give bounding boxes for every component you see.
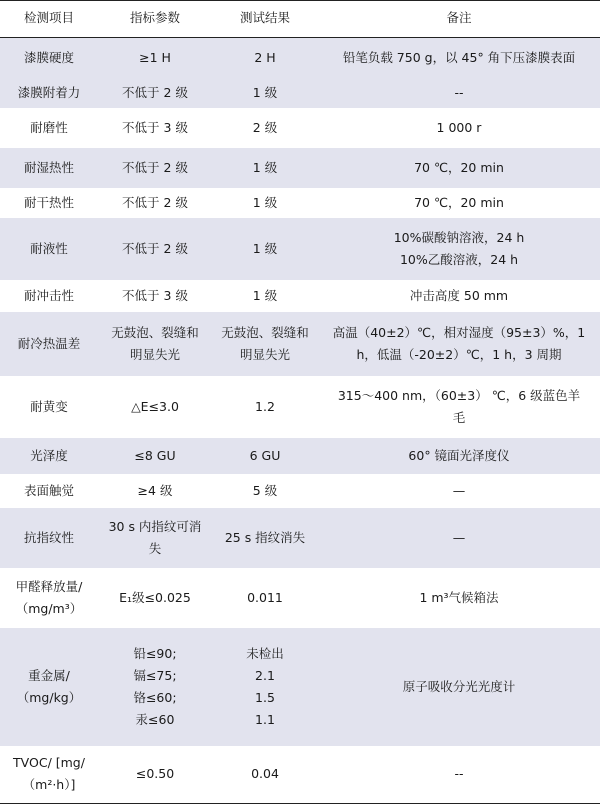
cell-note-line: — — [452, 482, 466, 498]
cell-param — [98, 746, 212, 804]
cell-result — [212, 148, 318, 188]
cell-param-line: 无鼓泡、裂缝和 — [111, 324, 199, 340]
table-row — [0, 218, 600, 280]
cell-note-line: 70 ℃，20 min — [414, 159, 504, 175]
cell-note-line: -- — [454, 766, 464, 782]
cell-item-line: 抗指纹性 — [23, 529, 74, 545]
cell-result-line: 2 级 — [252, 119, 278, 135]
cell-note-line: 冲击高度 50 mm — [409, 287, 509, 303]
cell-note — [318, 280, 600, 312]
cell-result — [212, 78, 318, 108]
cell-item-line: 耐冷热温差 — [17, 335, 81, 351]
cell-item-line: 表面触觉 — [23, 482, 74, 498]
cell-result-line: 1.2 — [255, 398, 275, 414]
cell-item-line: 重金属/ — [28, 667, 70, 683]
cell-param — [98, 438, 212, 474]
cell-result-line: 25 s 指纹消失 — [224, 529, 306, 545]
cell-param — [98, 568, 212, 628]
cell-result-line: 0.04 — [251, 766, 279, 782]
cell-note-line: -- — [454, 84, 464, 100]
cell-item-line: 耐冲击性 — [23, 287, 74, 303]
cell-note-line: 高温（40±2）℃，相对湿度（95±3）%，1 — [332, 324, 586, 340]
cell-result-line: 2 H — [254, 49, 276, 65]
cell-param-line: 明显失光 — [129, 346, 180, 362]
cell-param-line: 铅≤90; — [133, 645, 177, 661]
cell-param-line: 30 s 内指纹可消 — [108, 518, 202, 534]
cell-param-line: E₁级≤0.025 — [119, 589, 191, 605]
cell-note-line: 1 000 r — [436, 119, 482, 135]
cell-note — [318, 508, 600, 568]
table-row — [0, 280, 600, 312]
cell-param — [98, 218, 212, 280]
cell-result-line: 2.1 — [255, 667, 275, 683]
cell-note-line: 10%碳酸钠溶液，24 h — [393, 229, 525, 245]
cell-param-line: △E≤3.0 — [131, 398, 179, 414]
cell-note-line: 315～400 nm，（60±3） ℃，6 级蓝色羊 — [337, 387, 581, 403]
cell-result-line: 1 级 — [252, 159, 278, 175]
cell-note — [318, 568, 600, 628]
cell-item — [0, 218, 98, 280]
cell-item — [0, 438, 98, 474]
cell-param-line: 失 — [148, 540, 162, 556]
cell-item-line: 耐黄变 — [30, 398, 68, 414]
cell-note-line: 铅笔负载 750 g，以 45° 角下压漆膜表面 — [342, 49, 576, 65]
cell-item-line: 耐干热性 — [23, 194, 74, 210]
cell-param — [98, 508, 212, 568]
table-row — [0, 508, 600, 568]
cell-item-line: 漆膜硬度 — [23, 49, 74, 65]
cell-note-line: 毛 — [452, 409, 466, 425]
cell-param — [98, 188, 212, 218]
header-row — [0, 1, 600, 38]
cell-param-line: 不低于 3 级 — [122, 119, 188, 135]
cell-note — [318, 376, 600, 438]
cell-param-line: ≥1 H — [139, 49, 171, 65]
cell-item — [0, 376, 98, 438]
cell-note-line: 10%乙酸溶液，24 h — [399, 251, 519, 267]
cell-param — [98, 108, 212, 148]
cell-param — [98, 78, 212, 108]
cell-note-line: 原子吸收分光光度计 — [402, 678, 516, 694]
cell-note — [318, 148, 600, 188]
table-row — [0, 148, 600, 188]
cell-item — [0, 746, 98, 804]
cell-note — [318, 38, 600, 78]
header-result: 测试结果 — [212, 1, 318, 38]
cell-note — [318, 218, 600, 280]
cell-param — [98, 474, 212, 508]
cell-item-line: 漆膜附着力 — [17, 84, 81, 100]
cell-note — [318, 312, 600, 376]
cell-result — [212, 218, 318, 280]
cell-param-line: ≤0.50 — [135, 766, 175, 782]
cell-param-line: 不低于 3 级 — [122, 287, 188, 303]
cell-note — [318, 746, 600, 804]
header-note: 备注 — [318, 1, 600, 38]
cell-result-line: 1 级 — [252, 194, 278, 210]
cell-result-line: 明显失光 — [239, 346, 290, 362]
cell-note-line: — — [452, 529, 466, 545]
cell-item — [0, 108, 98, 148]
cell-item-line: 耐液性 — [30, 240, 68, 256]
cell-result — [212, 188, 318, 218]
table-row — [0, 628, 600, 746]
cell-item-line: 光泽度 — [30, 447, 68, 463]
cell-result-line: 无鼓泡、裂缝和 — [221, 324, 309, 340]
cell-result-line: 1 级 — [252, 240, 278, 256]
cell-item-line: （m²·h）] — [22, 777, 76, 793]
table-row — [0, 108, 600, 148]
cell-item — [0, 568, 98, 628]
table-row — [0, 312, 600, 376]
cell-note — [318, 188, 600, 218]
cell-result-line: 1 级 — [252, 287, 278, 303]
cell-result — [212, 38, 318, 78]
cell-param — [98, 148, 212, 188]
cell-param — [98, 38, 212, 78]
table-row — [0, 78, 600, 108]
table-row — [0, 746, 600, 804]
cell-result-line: 0.011 — [247, 589, 283, 605]
cell-item — [0, 280, 98, 312]
cell-result — [212, 746, 318, 804]
cell-param — [98, 376, 212, 438]
cell-result — [212, 280, 318, 312]
cell-note — [318, 108, 600, 148]
cell-result-line: 未检出 — [246, 645, 284, 661]
cell-result — [212, 312, 318, 376]
cell-result — [212, 108, 318, 148]
cell-param — [98, 280, 212, 312]
cell-item — [0, 508, 98, 568]
cell-item — [0, 474, 98, 508]
cell-item — [0, 78, 98, 108]
cell-result-line: 5 级 — [252, 482, 278, 498]
cell-item — [0, 148, 98, 188]
table-body — [0, 38, 600, 804]
cell-param — [98, 312, 212, 376]
cell-result-line: 1.5 — [255, 689, 275, 705]
cell-item-line: 耐湿热性 — [23, 159, 74, 175]
cell-param-line: 不低于 2 级 — [122, 240, 188, 256]
cell-result-line: 1 级 — [252, 84, 278, 100]
cell-result — [212, 474, 318, 508]
cell-note-line: 60° 镜面光泽度仪 — [408, 447, 510, 463]
table-row — [0, 188, 600, 218]
cell-param-line: 不低于 2 级 — [122, 84, 188, 100]
header-item: 检测项目 — [0, 1, 98, 38]
cell-item — [0, 38, 98, 78]
cell-item-line: （mg/kg） — [16, 689, 82, 705]
cell-item-line: 甲醛释放量/ — [15, 578, 83, 594]
cell-param-line: ≤8 GU — [134, 447, 176, 463]
cell-note — [318, 628, 600, 746]
cell-param-line: ≥4 级 — [137, 482, 173, 498]
cell-result — [212, 508, 318, 568]
cell-note — [318, 474, 600, 508]
cell-result-line: 6 GU — [249, 447, 281, 463]
cell-param-line: 汞≤60 — [135, 711, 175, 727]
cell-result — [212, 568, 318, 628]
cell-result — [212, 438, 318, 474]
cell-item — [0, 188, 98, 218]
cell-result — [212, 628, 318, 746]
cell-item-line: （mg/m³） — [15, 600, 83, 616]
table-row — [0, 438, 600, 474]
cell-item — [0, 312, 98, 376]
cell-result — [212, 376, 318, 438]
table-row — [0, 38, 600, 78]
cell-item-line: TVOC/ [mg/ — [13, 755, 85, 771]
cell-param-line: 不低于 2 级 — [122, 159, 188, 175]
table-row — [0, 376, 600, 438]
cell-item-line: 耐磨性 — [30, 119, 68, 135]
cell-note — [318, 78, 600, 108]
table-row — [0, 568, 600, 628]
cell-result-line: 1.1 — [255, 711, 275, 727]
cell-note-line: 1 m³气候箱法 — [419, 589, 499, 605]
cell-param-line: 镉≤75; — [133, 667, 177, 683]
cell-note — [318, 438, 600, 474]
cell-item — [0, 628, 98, 746]
cell-param — [98, 628, 212, 746]
cell-note-line: 70 ℃，20 min — [414, 194, 504, 210]
cell-param-line: 铬≤60; — [133, 689, 177, 705]
header-param: 指标参数 — [98, 1, 212, 38]
table-row — [0, 474, 600, 508]
cell-param-line: 不低于 2 级 — [122, 194, 188, 210]
cell-note-line: h，低温（-20±2）℃，1 h，3 周期 — [356, 346, 562, 362]
